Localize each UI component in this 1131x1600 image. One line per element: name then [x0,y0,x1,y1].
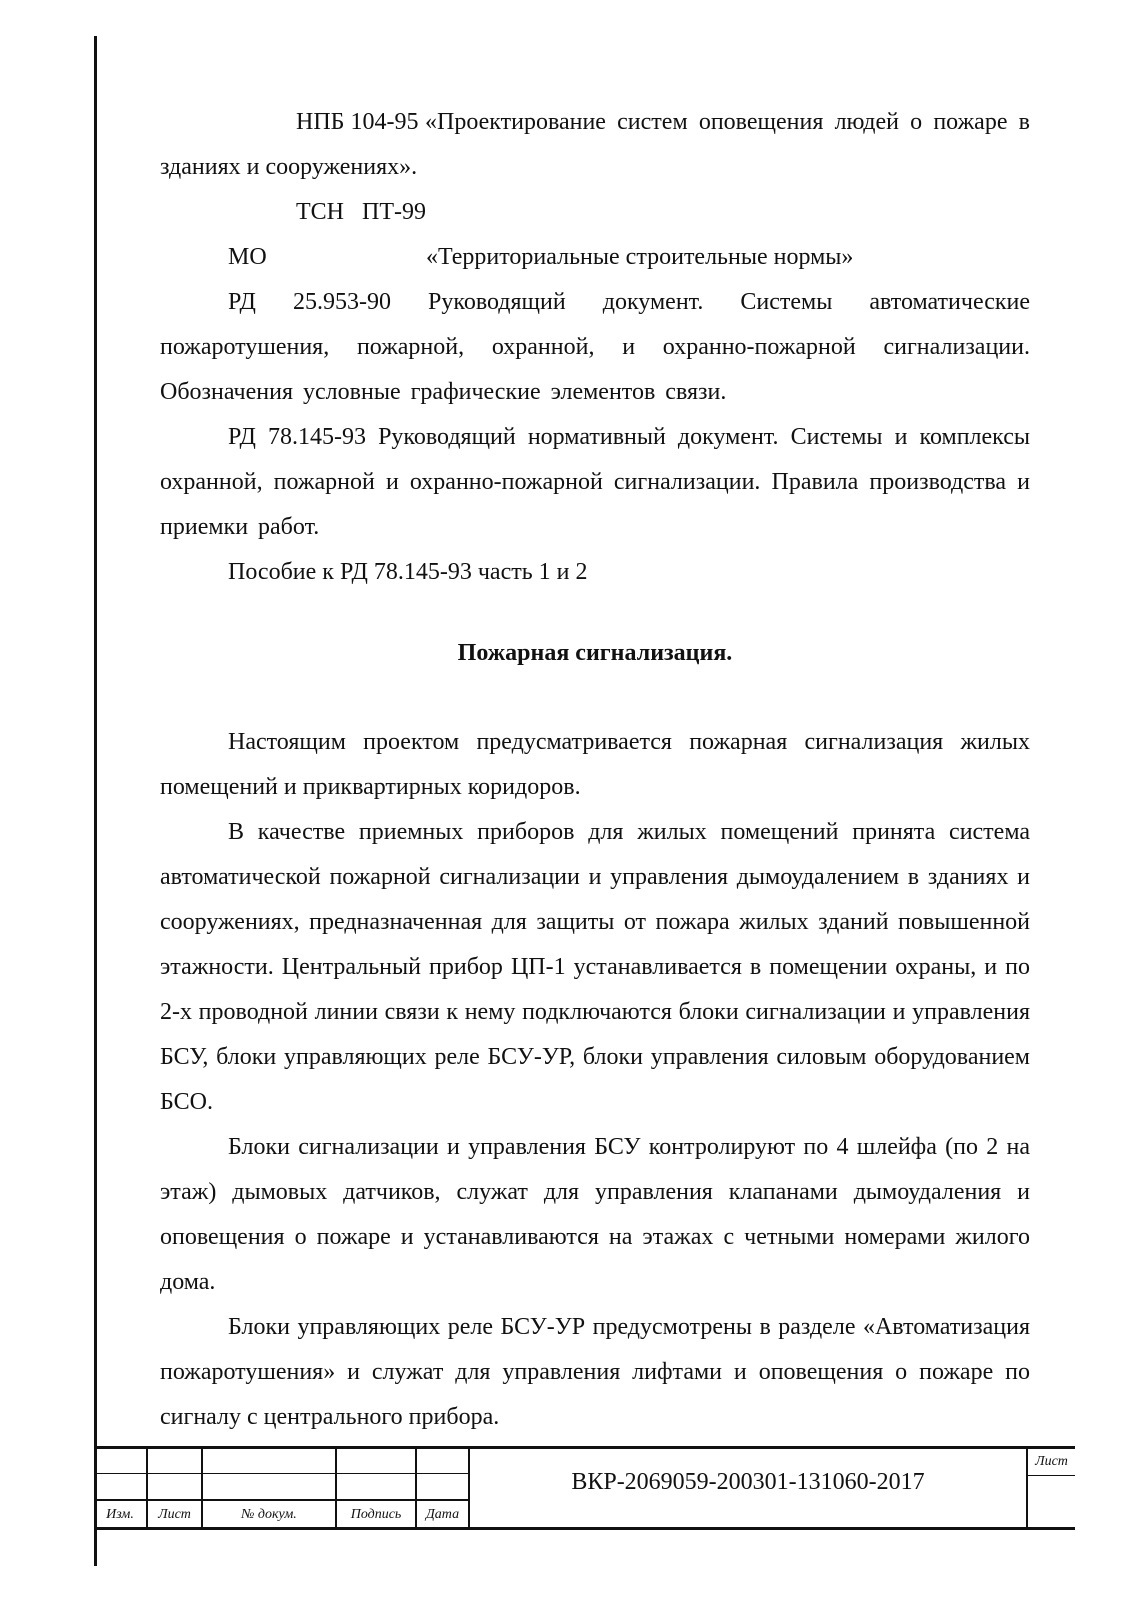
stamp-label-izm: Изм. [106,1507,134,1522]
reference-npb [160,100,1030,190]
stamp-label-doc-number: № докум. [241,1507,297,1522]
title-block [94,1446,1075,1530]
reference-code: ТСН ПТ-99 МО [228,199,426,270]
paragraph: Блоки управляющих реле БСУ-УР предусмотрены в разделе «Автоматизация пожаротушения» и служат для управления лифтами и оповещения о пожаре по сигналу с центрального прибора. [160,1314,1030,1430]
paragraph: Блоки сигнализации и управления БСУ контролируют по 4 шлейфа (по 2 на этаж) дымовых датчиков, служат для управления клапанами дымоудаления и оповещения о пожаре и устанавливаются на этажах с четными номерами жилого дома. [160,1134,1030,1295]
reference-manual [160,550,1030,595]
paragraph: Настоящим проектом предусматривается пожарная сигнализация жилых помещений и приквартирных коридоров. [160,729,1030,800]
stamp-label-signature: Подпись [350,1507,402,1522]
reference-rd-25953 [160,280,1030,415]
reference-text: Руководящий нормативный документ. Системы и комплексы охранной, пожарной и охранно-пожарной сигнализации. Правила производства и приемки работ. [160,424,1031,540]
frame-left-border [94,36,97,1566]
reference-rd-78145 [160,415,1030,550]
section-heading: Пожарная сигнализация. [457,640,733,666]
reference-tsn [160,190,1030,280]
reference-text: «Территориальные строительные нормы» [426,244,854,270]
reference-text: Пособие к РД 78.145-93 часть 1 и 2 [228,559,588,585]
document-code: ВКР-2069059-200301-131060-2017 [571,1469,925,1495]
reference-text: Руководящий документ. Системы автоматические пожаротушения, пожарной, охранной, и охранно-пожарной сигнализации. Обозначения условные графические элементов связи. [160,289,1031,405]
stamp-label-date: Дата [425,1507,460,1522]
reference-code: НПБ 104-95 [296,109,419,135]
reference-code: РД 78.145-93 [228,424,366,450]
stamp-sheet-label: Лист [1035,1454,1068,1469]
reference-text: «Проектирование систем оповещения людей о пожаре в зданиях и сооружениях». [160,109,1030,180]
reference-code: РД 25.953-90 [228,289,391,315]
paragraph: В качестве приемных приборов для жилых помещений принята система автоматической пожарной сигнализации и управления дымоудалением в зданиях и сооружениях, предназначенная для защиты от пожара жилых зданий повышенной этажности. Центральный прибор ЦП-1 устанавливается в помещении охраны, и по 2-х проводной линии связи к нему подключаются блоки сигнализации и управления БСУ, блоки управляющих реле БСУ-УР, блоки управления силовым оборудованием БСО. [160,819,1030,1115]
document-body [160,100,1030,1440]
stamp-label-list: Лист [158,1507,191,1522]
